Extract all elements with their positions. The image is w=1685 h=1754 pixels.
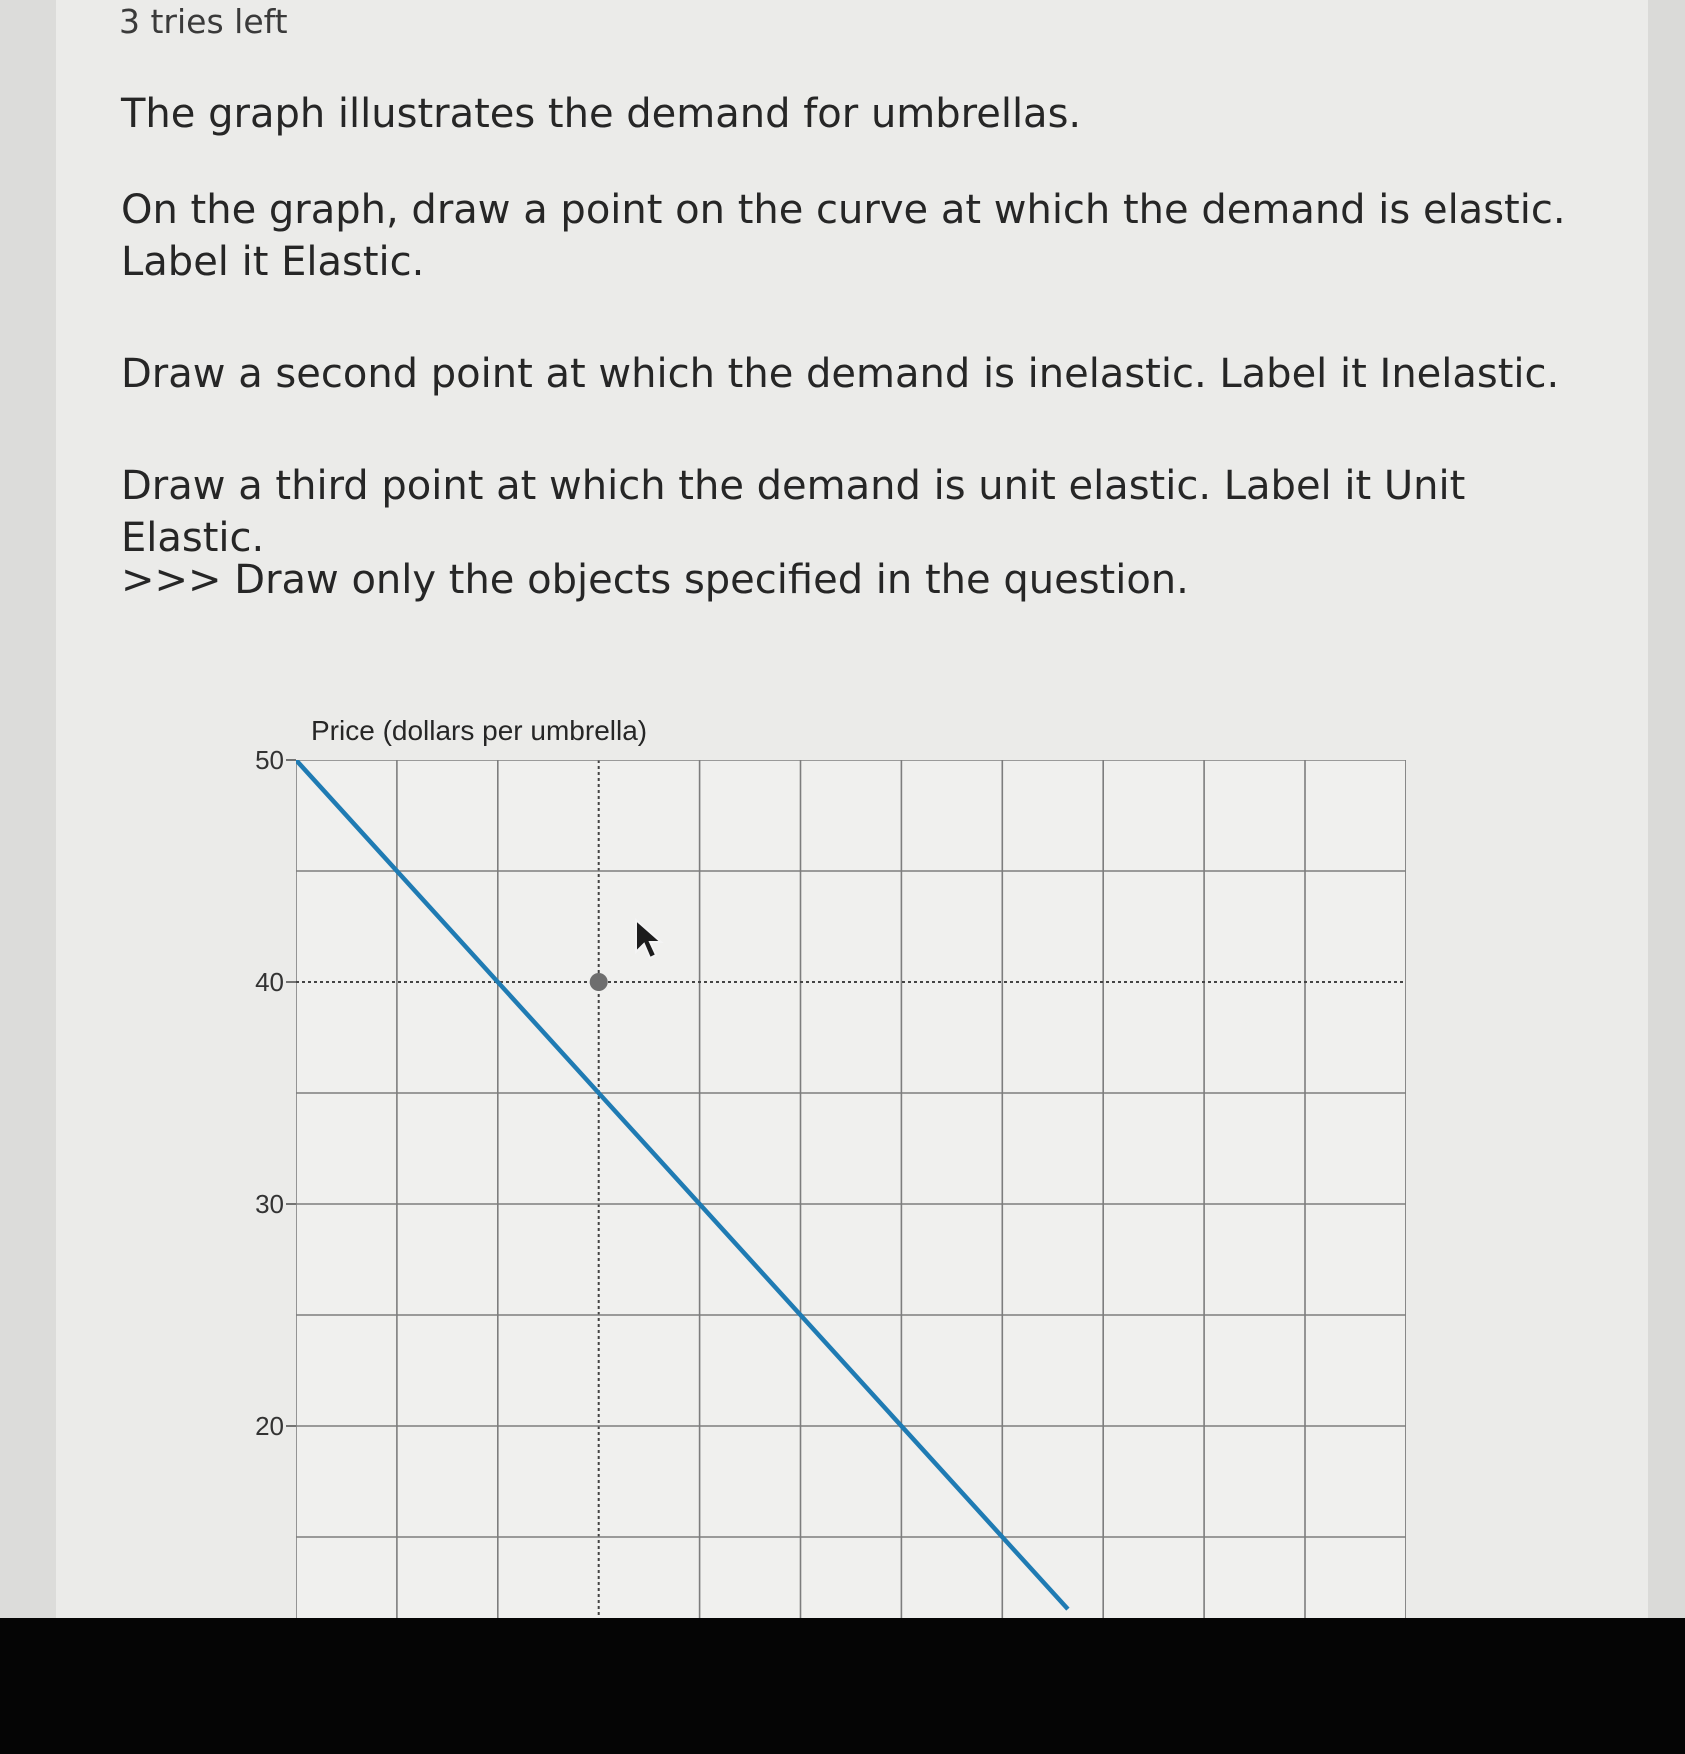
y-tick-label: 30 (255, 1189, 284, 1219)
plot-area[interactable] (296, 760, 1406, 1618)
y-axis-label: Price (dollars per umbrella) (311, 715, 648, 746)
y-tick-label: 20 (255, 1411, 284, 1441)
y-tick-label: 40 (255, 967, 284, 997)
tries-left-status: 3 tries left (119, 2, 288, 41)
y-tick-label: 50 (255, 745, 284, 775)
mouse-pointer-icon (634, 918, 664, 962)
question-line-1: The graph illustrates the demand for umbrellas. (121, 91, 1082, 137)
question-line-4: Draw a third point at which the demand is unit elastic. Label it Unit Elastic. (121, 463, 1466, 561)
question-line-2: On the graph, draw a point on the curve at which the demand is elastic. Label it Elastic. (121, 187, 1566, 285)
question-line-5: >>> Draw only the objects specified in the question. (121, 557, 1189, 603)
question-line-3: Draw a second point at which the demand is inelastic. Label it Inelastic. (121, 351, 1560, 397)
guide-point[interactable] (590, 973, 608, 991)
screen-bezel (0, 1618, 1685, 1754)
